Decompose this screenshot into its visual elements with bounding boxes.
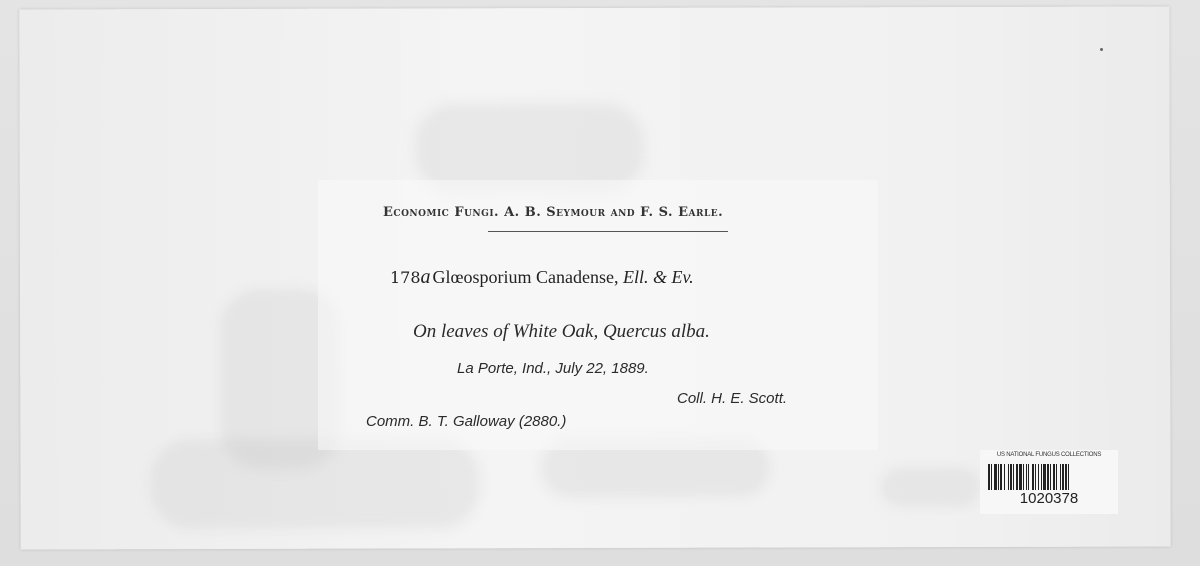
barcode-bars xyxy=(988,464,1110,490)
label-heading: Economic Fungi. A. B. Seymour and F. S. Earle. xyxy=(383,205,724,220)
species-name: Glœosporium Canadense, xyxy=(432,267,619,287)
barcode-gap xyxy=(1069,464,1071,490)
species-authority: Ell. & Ev. xyxy=(623,267,694,287)
exsiccata-suffix: a xyxy=(420,266,431,288)
locality-line: La Porte, Ind., July 22, 1889. xyxy=(457,360,649,377)
heading-rule xyxy=(488,231,728,232)
specimen-label xyxy=(318,180,878,450)
communicator-line: Comm. B. T. Galloway (2880.) xyxy=(366,413,567,430)
species-line xyxy=(390,266,694,289)
show-through-shadow xyxy=(150,438,480,529)
pin-mark xyxy=(1100,48,1103,51)
collector-line: Coll. H. E. Scott. xyxy=(677,390,788,407)
barcode-caption: US NATIONAL FUNGUS COLLECTIONS xyxy=(996,452,1102,458)
barcode-number: 1020378 xyxy=(1019,490,1079,507)
show-through-shadow xyxy=(880,467,980,507)
barcode-label xyxy=(980,450,1118,514)
exsiccata-number: 178 xyxy=(390,268,421,287)
host-line: On leaves of White Oak, Quercus alba. xyxy=(413,321,710,342)
